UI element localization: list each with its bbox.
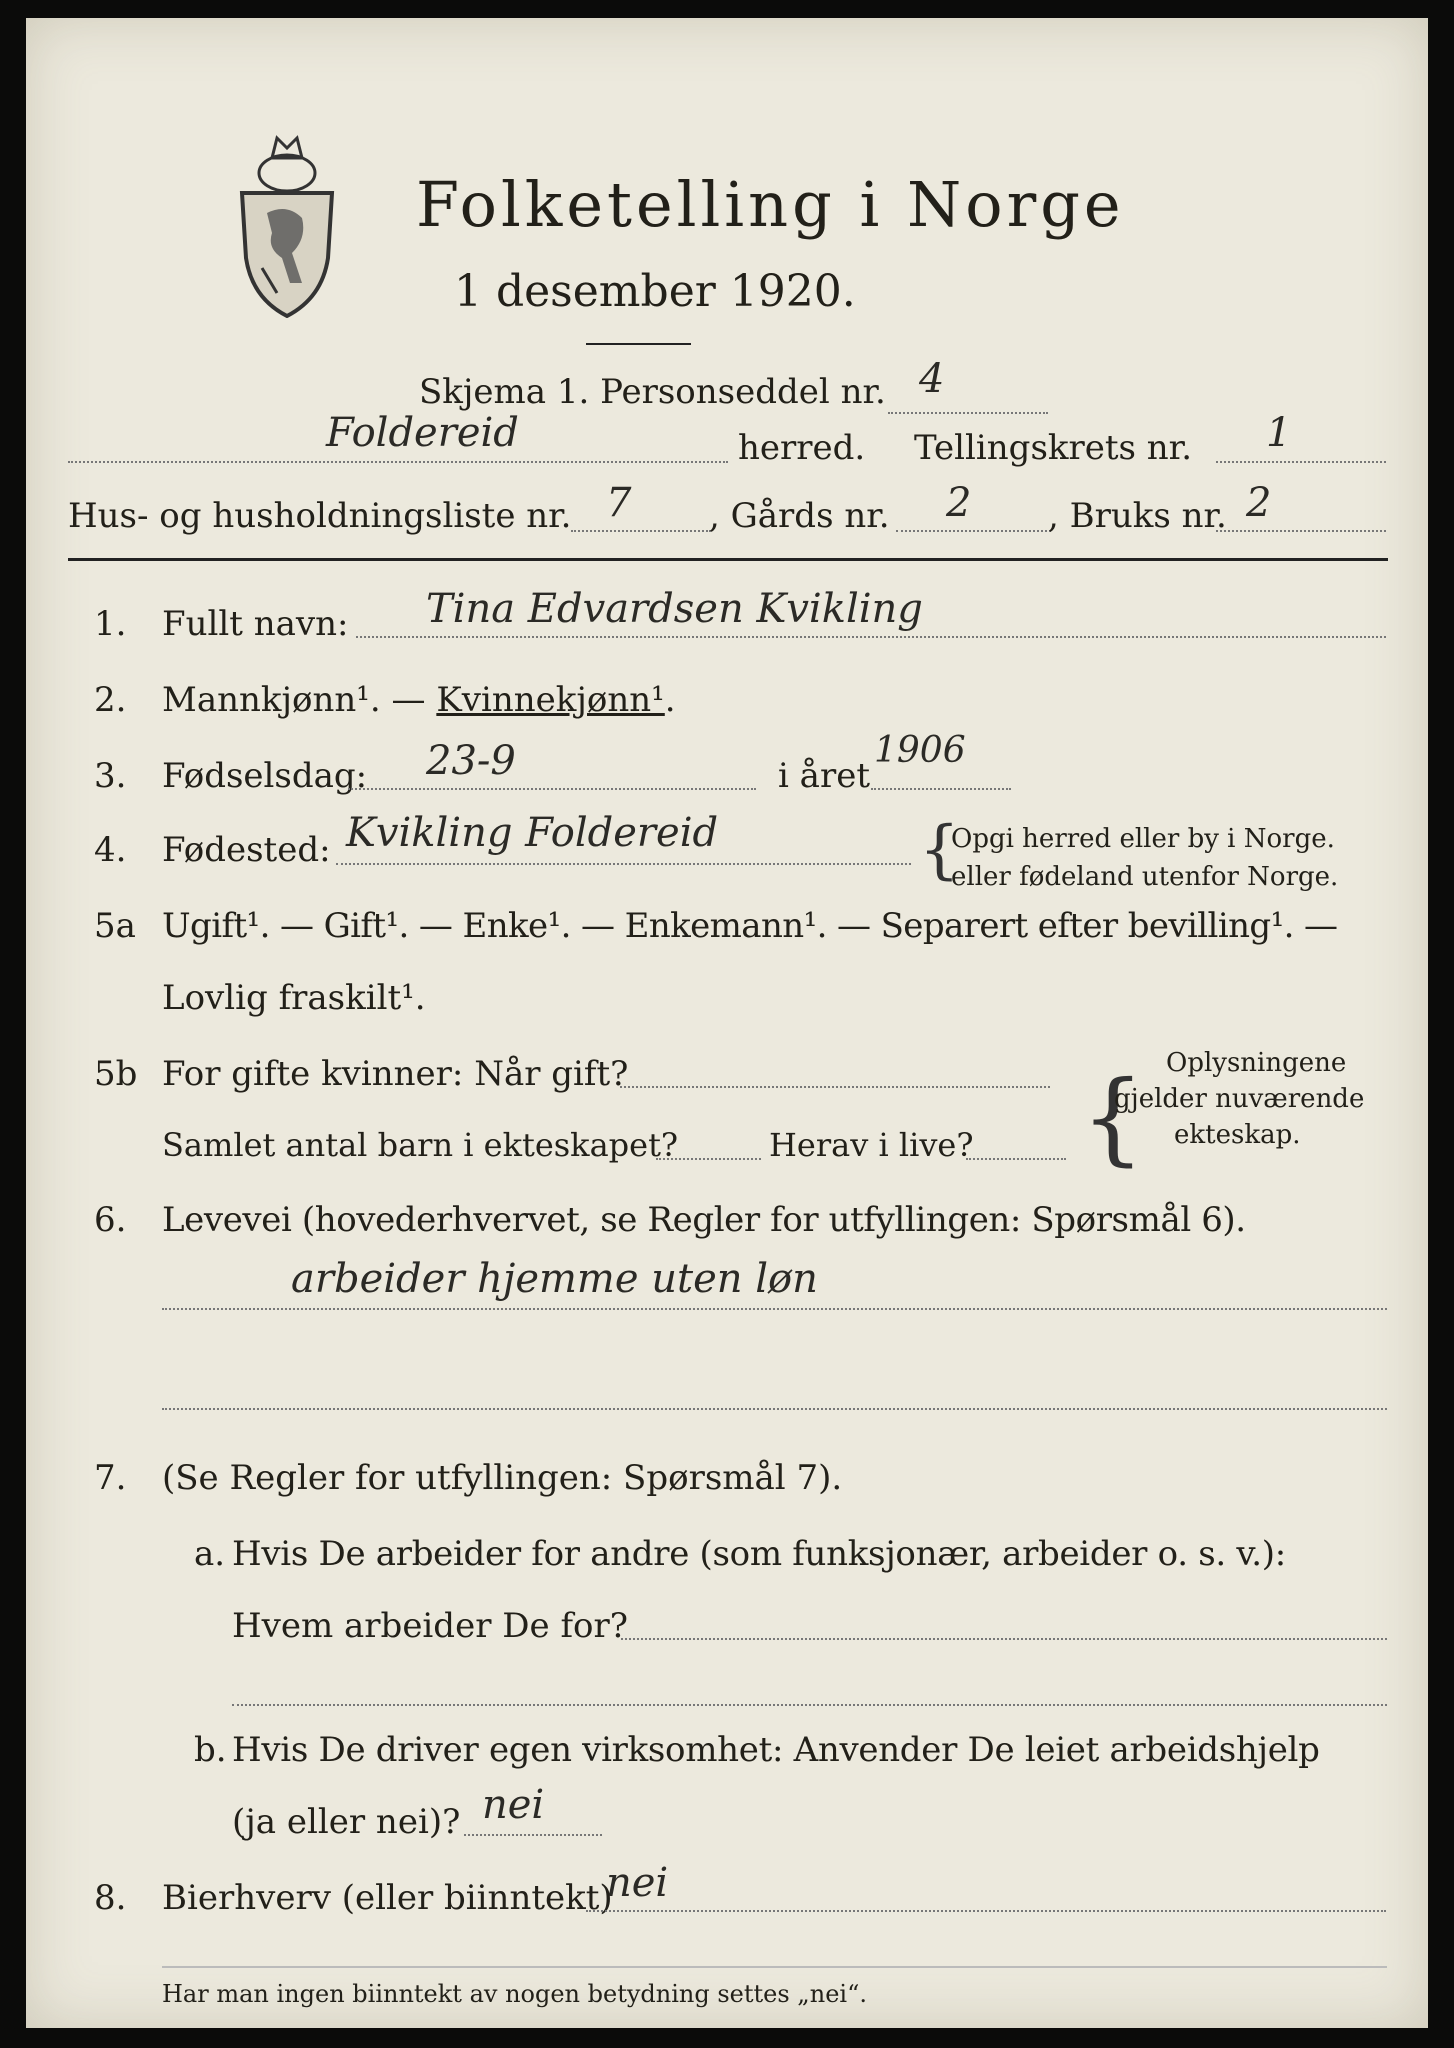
tellingskrets-label: Tellingskrets nr. [914, 428, 1193, 468]
q4-birthplace-field [336, 863, 911, 865]
tellingskrets-field [1216, 461, 1386, 463]
q4-note-brace: { [919, 813, 960, 887]
form-title: Folketelling i Norge [416, 168, 1125, 241]
q2-option-male: Mannkjønn¹. — [162, 680, 437, 720]
q2-number: 2. [94, 680, 127, 720]
q4-number: 4. [94, 830, 127, 870]
q7b-hired-help-value: nei [482, 1782, 545, 1828]
schema-label: Skjema 1. Personseddel nr. [419, 372, 886, 412]
bruks-field [1216, 530, 1386, 532]
household-list-label: Hus- og husholdningsliste nr. [68, 496, 572, 536]
q8-value: nei [606, 1860, 669, 1906]
q7a-question: Hvis De arbeider for andre (som funksjonær, arbeider o. s. v.): [232, 1534, 1286, 1574]
herred-name-value: Foldereid [326, 410, 519, 456]
q3-year-field [871, 788, 1011, 790]
household-list-field [571, 530, 711, 532]
q4-note-line2: eller fødeland utenfor Norge. [951, 862, 1339, 892]
q7a-employer-label: Hvem arbeider De for? [232, 1606, 628, 1646]
q6-field-line2 [162, 1408, 1387, 1410]
gards-label: , Gårds nr. [709, 496, 890, 536]
q1-full-name-value: Tina Edvardsen Kvikling [426, 586, 923, 632]
schema-number-value: 4 [919, 356, 945, 402]
q5b-alive-field [966, 1158, 1066, 1160]
census-date: 1 desember 1920. [454, 266, 856, 317]
q1-number: 1. [94, 604, 127, 644]
q2-sex-options [162, 680, 676, 720]
q1-label: Fullt navn: [162, 604, 349, 644]
q7b-hired-help-field [464, 1834, 602, 1836]
q5b-when-married-field [620, 1086, 1050, 1088]
q1-field [356, 636, 1386, 638]
q3-birthday-value: 23-9 [426, 738, 516, 784]
q4-note-line1: Opgi herred eller by i Norge. [951, 824, 1335, 854]
household-list-value: 7 [606, 480, 632, 526]
herred-label: herred. [738, 428, 866, 468]
q3-label: Fødselsdag: [162, 756, 368, 796]
q2-option-female-selected: Kvinnekjønn¹ [436, 680, 665, 720]
bruks-label: , Bruks nr. [1048, 496, 1227, 536]
q4-label: Fødested: [162, 830, 331, 870]
q7a-employer-field [621, 1638, 1387, 1640]
schema-number-field [888, 412, 1048, 414]
q5a-number: 5a [94, 906, 136, 946]
q5b-note-brace: { [1081, 1059, 1145, 1176]
census-form [26, 18, 1428, 2028]
q6-field-line1 [162, 1308, 1387, 1310]
footer-note: Har man ingen biinntekt av nogen betydning settes „nei“. [162, 1980, 867, 2008]
gards-field [896, 530, 1051, 532]
q7a-employer-field-2 [232, 1704, 1387, 1706]
q7b-question: Hvis De driver egen virksomhet: Anvender De leiet arbeidshjelp [232, 1730, 1320, 1770]
q6-occupation-value: arbeider hjemme uten løn [291, 1256, 818, 1302]
q3-number: 3. [94, 756, 127, 796]
herred-field [68, 461, 728, 463]
q8-label: Bierhverv (eller biinntekt) [162, 1878, 613, 1918]
coat-of-arms-icon [232, 118, 342, 318]
footer-divider [162, 1966, 1387, 1968]
q5a-divorced-option: Lovlig fraskilt¹. [162, 978, 426, 1018]
q8-number: 8. [94, 1878, 127, 1918]
q3-year-value: 1906 [874, 730, 966, 771]
q8-field [586, 1910, 1386, 1912]
title-divider [586, 343, 691, 345]
bruks-value: 2 [1246, 480, 1272, 526]
header-divider [68, 558, 1388, 561]
q2-period: . [664, 680, 676, 720]
q4-birthplace-value: Kvikling Foldereid [346, 810, 719, 856]
q5b-note-line2: gjelder nuværende [1114, 1084, 1365, 1114]
q5b-number: 5b [94, 1054, 138, 1094]
q6-number: 6. [94, 1200, 127, 1240]
q6-label: Levevei (hovederhvervet, se Regler for utfyllingen: Spørsmål 6). [162, 1200, 1246, 1240]
tellingskrets-value: 1 [1266, 410, 1292, 456]
q7a-letter: a. [194, 1534, 226, 1574]
q5b-children-label: Samlet antal barn i ekteskapet? [162, 1126, 679, 1164]
q5a-marital-options: Ugift¹. — Gift¹. — Enke¹. — Enkemann¹. — Separert efter bevilling¹. — [162, 906, 1338, 946]
gards-value: 2 [946, 480, 972, 526]
q7-number: 7. [94, 1458, 127, 1498]
q7b-hired-help-label: (ja eller nei)? [232, 1802, 461, 1842]
q5b-note-line1: Oplysningene [1166, 1048, 1347, 1078]
q5b-alive-label: Herav i live? [769, 1126, 974, 1164]
q5b-when-married-label: For gifte kvinner: Når gift? [162, 1054, 629, 1094]
q7-label: (Se Regler for utfyllingen: Spørsmål 7). [162, 1458, 843, 1498]
q3-year-label: i året [778, 756, 870, 796]
q5b-children-field [656, 1158, 761, 1160]
q3-birthday-field [348, 788, 756, 790]
q7b-letter: b. [194, 1730, 227, 1770]
q5b-note-line3: ekteskap. [1174, 1120, 1301, 1150]
